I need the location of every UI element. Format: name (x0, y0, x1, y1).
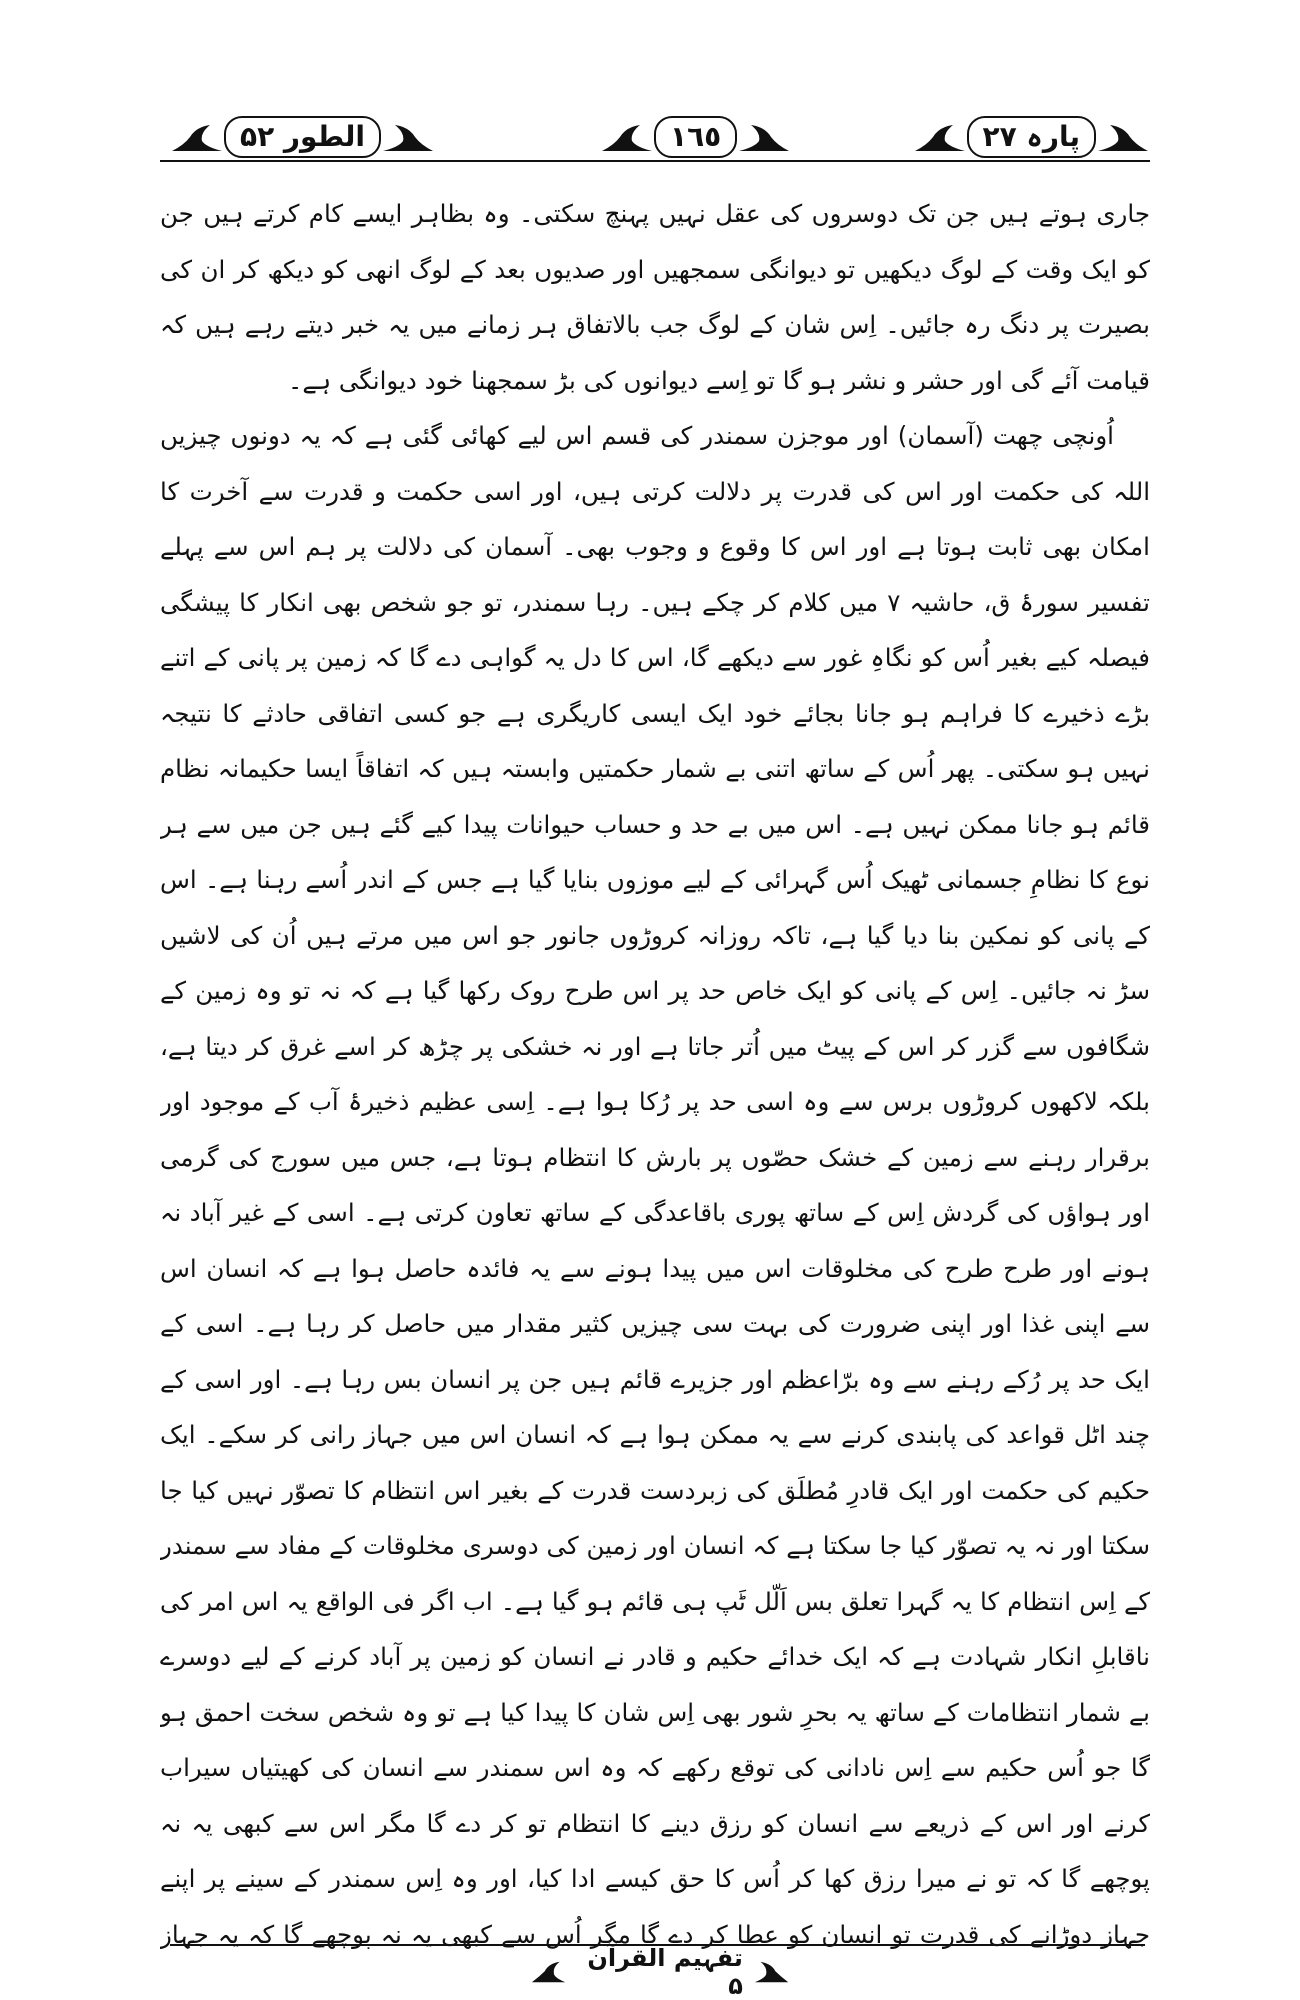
left-flourish-icon (600, 117, 654, 157)
right-flourish-icon (737, 117, 791, 157)
page-body (160, 186, 1150, 1956)
para-label: پارہ ۲۷ (967, 116, 1097, 158)
footer-ornament (530, 1944, 790, 2000)
page-number-ornament (600, 114, 791, 160)
surah-header-ornament (170, 114, 435, 160)
page-number: ١٦٥ (654, 116, 737, 158)
para-header-ornament (913, 114, 1151, 160)
right-flourish-icon (381, 117, 435, 157)
page-header (160, 108, 1150, 174)
book-title: تفہیم القرآن ۵ (587, 1944, 743, 2000)
left-flourish-icon (530, 1955, 567, 1989)
right-flourish-icon (1096, 117, 1150, 157)
left-flourish-icon (913, 117, 967, 157)
surah-label: الطور ۵۲ (224, 116, 381, 158)
paragraph: جاری ہوتے ہیں جن تک دوسروں کی عقل نہیں پہنچ سکتی۔ وہ بظاہر ایسے کام کرتے ہیں جن کو ایک وقت کے لوگ دیکھیں تو دیوانگی سمجھیں اور صدیوں بعد کے لوگ انھی کو دیکھ کر ان کی بصیرت پر دنگ رہ جائیں۔ اِس شان کے لوگ جب بالاتفاق ہر زمانے میں یہ خبر دیتے رہے ہیں کہ قیامت آئے گی اور حشر و نشر ہو گا تو اِسے دیوانوں کی بڑ سمجھنا خود دیوانگی ہے۔ (160, 199, 1150, 395)
left-flourish-icon (170, 117, 224, 157)
right-flourish-icon (753, 1955, 790, 1989)
paragraph: اُونچی چھت (آسمان) اور موجزن سمندر کی قسم اس لیے کھائی گئی ہے کہ یہ دونوں چیزیں اللہ کی حکمت اور اس کی قدرت پر دلالت کرتی ہیں، اور اسی حکمت و قدرت سے آخرت کا امکان بھی ثابت ہوتا ہے اور اس کا وقوع و وجوب بھی۔ آسمان کی دلالت پر ہم اس سے پہلے تفسیر سورۂ ق، حاشیہ ۷ میں کلام کر چکے ہیں۔ رہا سمندر، تو جو شخص بھی انکار کا پیشگی فیصلہ کیے بغیر اُس کو نگاہِ غور سے دیکھے گا، اس کا دل یہ گواہی دے گا کہ زمین پر پانی کے اتنے بڑے ذخیرے کا فراہم ہو جانا بجائے خود ایک ایسی کاریگری ہے جو کسی اتفاقی حادثے کا نتیجہ نہیں ہو سکتی۔ پھر اُس کے ساتھ اتنی بے شمار حکمتیں وابستہ ہیں کہ اتفاقاً ایسا حکیمانہ نظام قائم ہو جانا ممکن نہیں ہے۔ اس میں بے حد و حساب حیوانات پیدا کیے گئے ہیں جن میں سے ہر نوع کا نظامِ جسمانی ٹھیک اُس گہرائی کے لیے موزوں بنایا گیا ہے جس کے اندر اُسے رہنا ہے۔ اس کے پانی کو نمکین بنا دیا گیا ہے، تاکہ روزانہ کروڑوں جانور جو اس میں مرتے ہیں اُن کی لاشیں سڑ نہ جائیں۔ اِس کے پانی کو ایک خاص حد پر اس طرح روک رکھا گیا ہے کہ نہ تو وہ زمین کے شگافوں سے گزر کر اس کے پیٹ میں اُتر جاتا ہے اور نہ خشکی پر چڑھ کر اسے غرق کر دیتا ہے، بلکہ لاکھوں کروڑوں برس سے وہ اسی حد پر رُکا ہوا ہے۔ اِسی عظیم ذخیرۂ آب کے موجود اور برقرار رہنے سے زمین کے خشک حصّوں پر بارش کا انتظام ہوتا ہے، جس میں سورج کی گرمی اور ہواؤں کی گردش اِس کے ساتھ پوری باقاعدگی کے ساتھ تعاون کرتی ہے۔ اسی کے غیر آباد نہ ہونے اور طرح طرح کی مخلوقات اس میں پیدا ہونے سے یہ فائدہ حاصل ہوا ہے کہ انسان اس سے اپنی غذا اور اپنی ضرورت کی بہت سی چیزیں کثیر مقدار میں حاصل کر رہا ہے۔ اسی کے ایک حد پر رُکے رہنے سے وہ برّاعظم اور جزیرے قائم ہیں جن پر انسان بس رہا ہے۔ اور اسی کے چند اٹل قواعد کی پابندی کرنے سے یہ ممکن ہوا ہے کہ انسان اس میں جہاز رانی کر سکے۔ ایک حکیم کی حکمت اور ایک قادرِ مُطلَق کی زبردست قدرت کے بغیر اس انتظام کا تصوّر نہیں کیا جا سکتا اور نہ یہ تصوّر کیا جا سکتا ہے کہ انسان اور زمین کی دوسری مخلوقات کے مفاد سے سمندر کے اِس انتظام کا یہ گہرا تعلق بس اَلّل ٹَپ ہی قائم ہو گیا ہے۔ اب اگر فی الواقع یہ اس امر کی ناقابلِ انکار شہادت ہے کہ ایک خدائے حکیم و قادر نے انسان کو زمین پر آباد کرنے کے لیے دوسرے بے شمار انتظامات کے ساتھ یہ بحرِ شور بھی اِس شان کا پیدا کیا ہے تو وہ شخص سخت احمق ہو گا جو اُس حکیم سے اِس نادانی کی توقع رکھے کہ وہ اس سمندر سے انسان کی کھیتیاں سیراب کرنے اور اس کے ذریعے سے انسان کو رزق دینے کا انتظام تو کر دے گا مگر اس سے کبھی یہ نہ پوچھے گا کہ تو نے میرا رزق کھا کر اُس کا حق کیسے ادا کیا، اور وہ اِس سمندر کے سینے پر اپنے جہاز دوڑانے کی قدرت تو انسان کو عطا کر دے گا مگر اُس سے کبھی یہ نہ پوچھے گا کہ یہ جہاز (160, 421, 1150, 1949)
header-divider (160, 160, 1150, 162)
